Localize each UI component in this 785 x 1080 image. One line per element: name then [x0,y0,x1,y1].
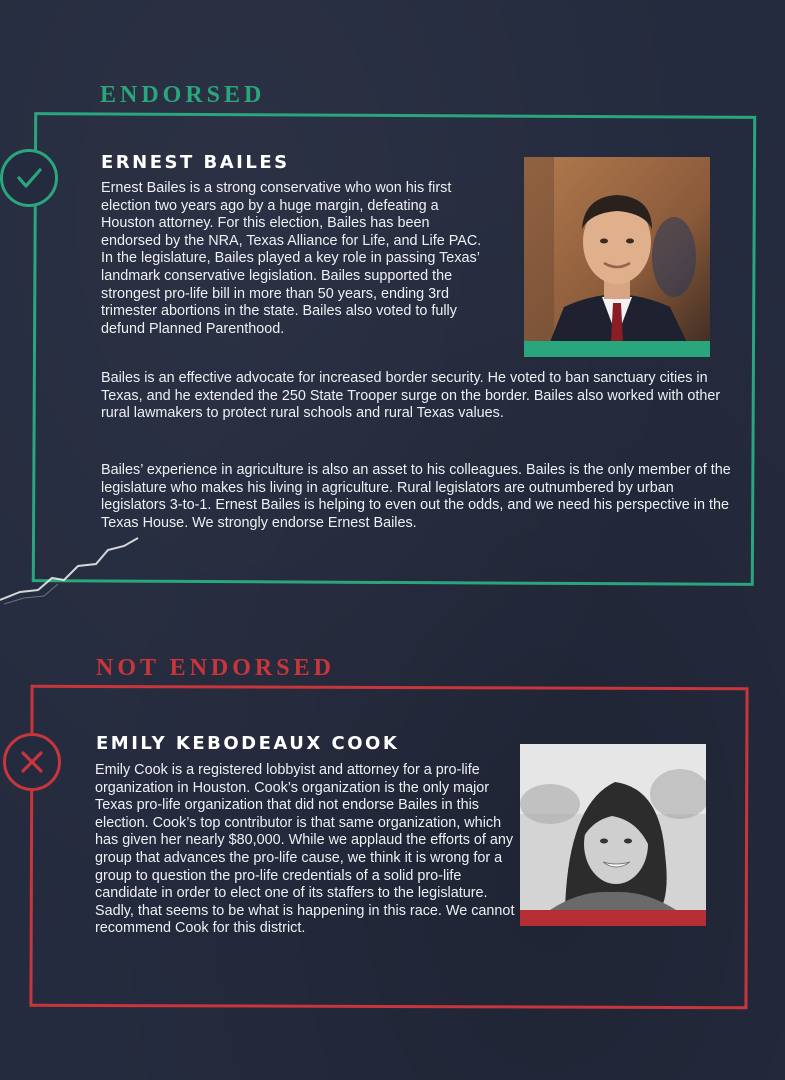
emily-photo [520,744,706,926]
candidate-name-ernest: ERNEST BAILES [101,152,290,173]
portrait-woman-image [520,744,706,926]
endorsed-badge [0,149,58,207]
ernest-paragraph-1: Ernest Bailes is a strong conservative who won his first election two years ago by a huge margin, defeating a Houston attorney. For this election, Bailes has been endorsed by the NRA, Texas Alliance for Life, and Life PAC. In the legislature, Bailes played a key role in passing Texas’ landmark conservative legislation. Bailes supported the strongest pro-life bill in more than 50 years, ending 3rd trimester abortions in the state. Bailes also voted to fully defund Planned Parenthood. [101,180,482,337]
ernest-photo [524,157,710,357]
ernest-paragraph-2: Bailes is an effective advocate for increased border security. He voted to ban sanctuary cities in Texas, and he extended the 250 State Trooper surge on the border. Bailes also worked with other rural lawmakers to protect rural schools and rural Texas values. [101,370,721,422]
ernest-paragraph-3: Bailes’ experience in agriculture is also an asset to his colleagues. Bailes is the only member of the legislature who makes his living in agriculture. Rural legislators are outnumbered by urban legislators 3-to-1. Ernest Bailes is helping to even out the odds, and we need his perspective in the Texas House. We strongly endorse Ernest Bailes. [101,462,731,531]
candidate-name-emily: EMILY KEBODEAUX COOK [96,733,400,754]
emily-paragraph-1: Emily Cook is a registered lobbyist and attorney for a pro-life organization in Houston. Cook’s organization is the only major Texas pro-life organization that did not endorse Bailes in this election. Cook’s top contributor is that same organization, which has given her nearly $80,000. While we applaud the efforts of any group that advances the pro-life cause, we think it is wrong for a group to question the pro-life credentials of a solid pro-life candidate in order to elect one of its staffers to the legislature. Sadly, that seems to be what is happening in this race. We cannot recommend Cook for this district. [95,762,515,937]
not-endorsed-badge [3,733,61,791]
portrait-man-image [524,157,710,357]
x-mark-icon [15,745,49,779]
checkmark-icon [12,161,46,195]
not-endorsed-heading: NOT ENDORSED [96,655,335,681]
endorsed-heading: ENDORSED [100,82,266,108]
